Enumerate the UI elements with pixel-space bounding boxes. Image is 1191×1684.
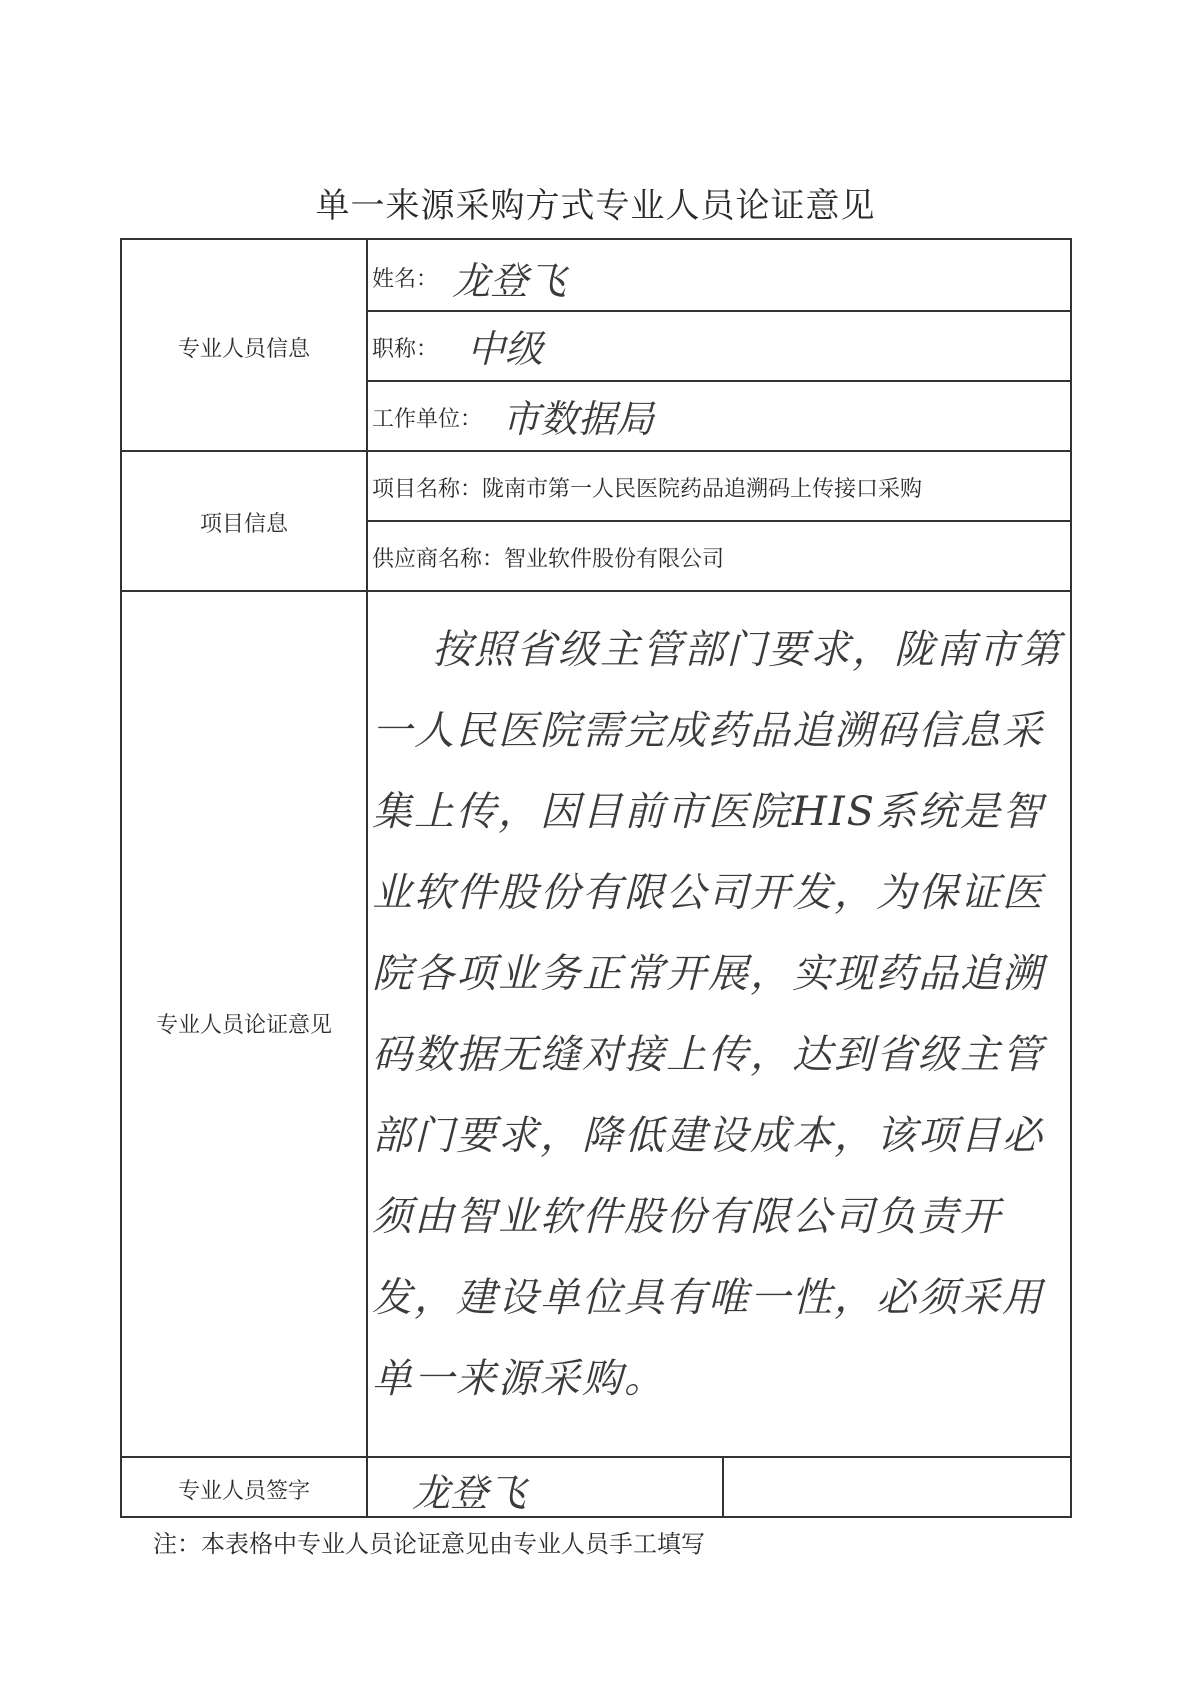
project-name-label: 项目名称： bbox=[372, 477, 483, 502]
title-value: 中级 bbox=[467, 327, 544, 371]
name-value: 龙登飞 bbox=[452, 259, 567, 303]
row-divider-title bbox=[368, 380, 1070, 382]
supplier-value: 智业软件股份有限公司 bbox=[504, 547, 725, 572]
row-divider-name bbox=[368, 310, 1070, 312]
row-divider-project bbox=[368, 520, 1070, 522]
footnote: 注：本表格中专业人员论证意见由专业人员手工填写 bbox=[153, 1530, 705, 1558]
opinion-label: 专业人员论证意见 bbox=[155, 1013, 332, 1038]
row-divider-person-section bbox=[122, 450, 1070, 452]
form-table bbox=[120, 238, 1072, 1518]
signature-divider bbox=[722, 1456, 724, 1516]
supplier-label: 供应商名称： bbox=[372, 547, 505, 572]
project-info-label: 项目信息 bbox=[199, 512, 288, 537]
column-divider bbox=[366, 240, 368, 1516]
name-label: 姓名： bbox=[372, 267, 439, 292]
signature-value: 龙登飞 bbox=[412, 1471, 527, 1515]
unit-label: 工作单位： bbox=[372, 407, 483, 432]
row-divider-project-section bbox=[122, 590, 1070, 592]
row-divider-opinion-section bbox=[122, 1456, 1070, 1458]
signature-label: 专业人员签字 bbox=[177, 1479, 310, 1504]
unit-value: 市数据局 bbox=[502, 397, 655, 441]
person-info-label: 专业人员信息 bbox=[177, 337, 310, 362]
opinion-text: 按照省级主管部门要求，陇南市第一人民医院需完成药品追溯码信息采集上传，因目前市医院HIS系统是智业软件股份有限公司开发，为保证医院各项业务正常开展，实现药品追溯码数据无缝对接上传，达到省级主管部门要求，降低建设成本，该项目必须由智业软件股份有限公司负责开发，建设单位具有唯一性，必须采用单一来源采购。 bbox=[372, 627, 1062, 1402]
supplier-text bbox=[372, 542, 724, 573]
project-name-value: 陇南市第一人民医院药品追溯码上传接口采购 bbox=[482, 477, 923, 502]
project-name-text bbox=[372, 472, 922, 503]
document-title: 单一来源采购方式专业人员论证意见 bbox=[315, 186, 876, 226]
title-label: 职称： bbox=[372, 337, 439, 362]
